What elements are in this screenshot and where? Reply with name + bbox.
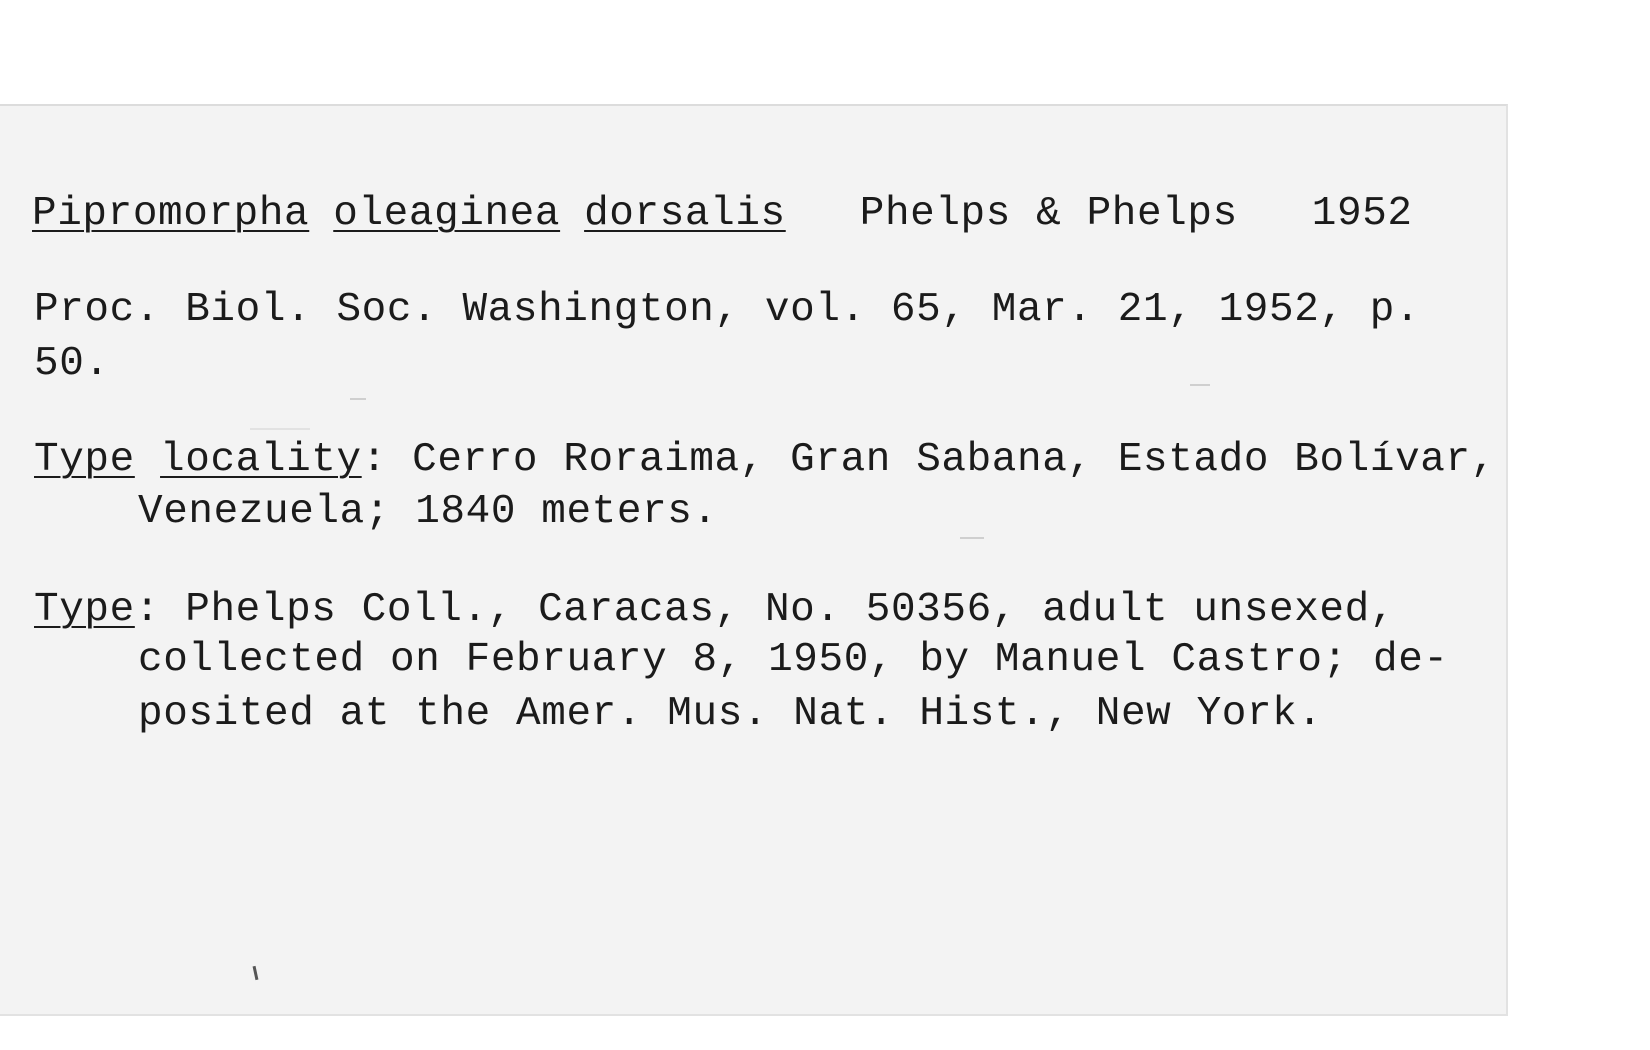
type-line-3: posited at the Amer. Mus. Nat. Hist., New York. [138,691,1323,737]
type-line-2: collected on February 8, 1950, by Manuel Castro; de- [138,637,1449,683]
type-locality-label-locality: locality [160,437,362,483]
card-header-line [32,190,1413,238]
species-name: oleaginea [333,191,561,237]
year: 1952 [1311,191,1413,237]
paper-speck [250,428,310,430]
type-label: Type [34,587,135,633]
type-line-1 [34,586,1395,634]
authors: Phelps & Phelps [859,191,1238,237]
type-text-1: Phelps Coll., Caracas, No. 50356, adult unsexed, [160,587,1396,633]
type-colon: : [134,587,161,633]
paper-speck [350,398,366,400]
type-locality-colon: : [361,437,387,483]
paper-mark [253,966,259,980]
paper-speck [1190,384,1210,386]
type-locality-text: Cerro Roraima, Gran Sabana, Estado Bolívar, [386,437,1496,483]
type-locality-label-type: Type [34,437,135,483]
type-locality-line-2: Venezuela; 1840 meters. [138,489,718,535]
paper-speck [960,537,984,539]
type-locality-line-1 [34,436,1496,484]
subspecies-name: dorsalis [584,191,786,237]
citation-line-1: Proc. Biol. Soc. Washington, vol. 65, Mar. 21, 1952, p. [34,287,1421,333]
citation-line-2: 50. [34,341,110,387]
catalog-card [0,104,1508,1016]
genus-name: Pipromorpha [32,191,310,237]
